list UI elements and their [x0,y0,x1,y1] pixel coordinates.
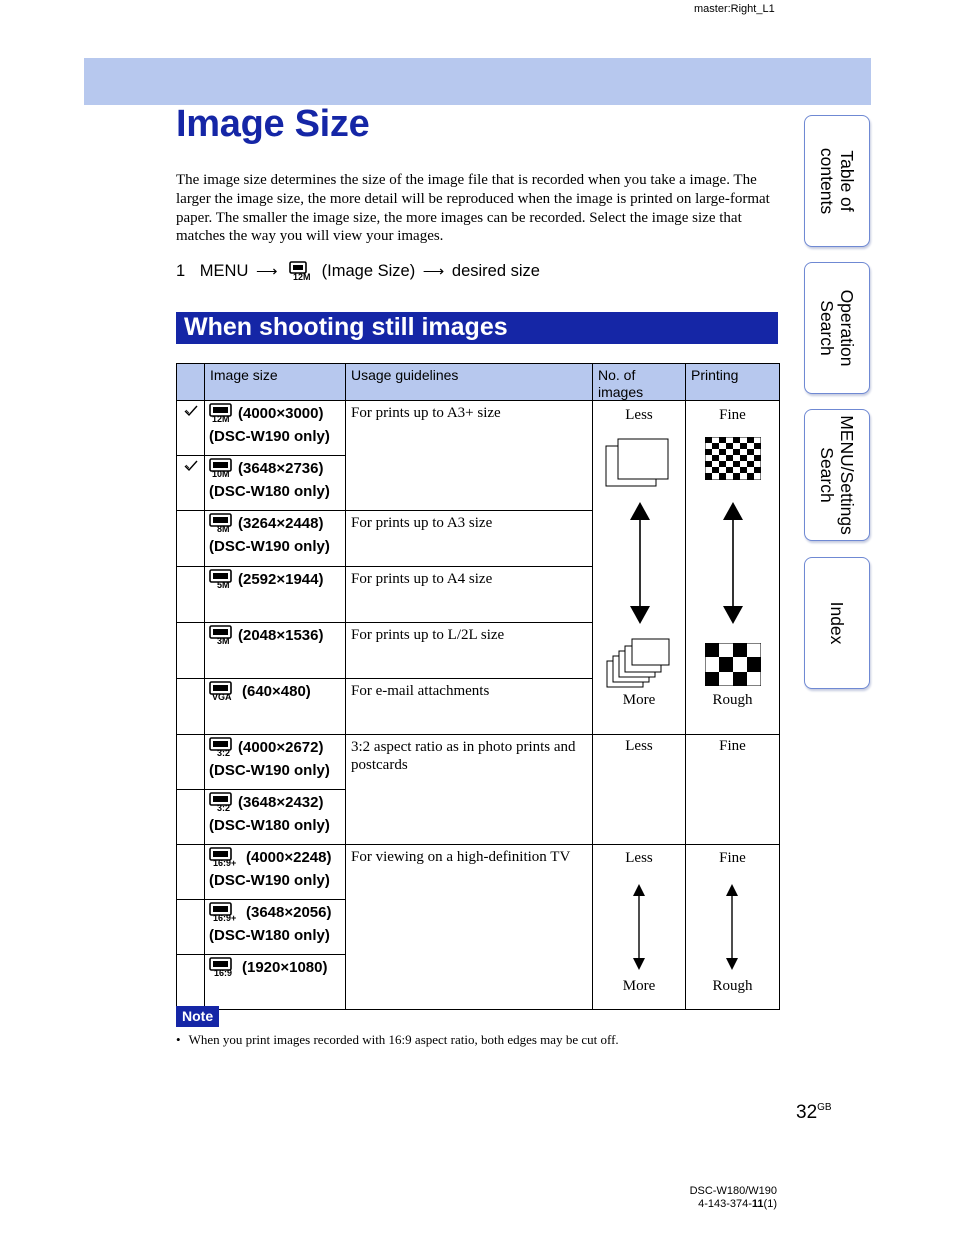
size-value: (3648×2056) [246,904,332,921]
double-arrow-icon [629,501,651,625]
svg-text:3:2: 3:2 [217,803,231,812]
check-cell [177,735,205,790]
svg-text:5M: 5M [217,580,230,589]
scale-fine-label: Fine [719,738,746,754]
check-cell [177,679,205,735]
size-cell [205,679,346,735]
usage-cell: For viewing on a high-definition TV [346,845,593,1010]
image-size-3-2-icon [209,792,235,817]
image-size-12m-icon [289,261,313,286]
image-size-5m-icon [209,569,235,594]
section-title: When shooting still images [184,313,508,341]
image-size-table [176,363,780,1010]
image-size-3-2-icon [209,737,235,762]
double-arrow-icon [632,883,646,971]
scale-more-label: More [622,692,656,708]
check-cell [177,511,205,567]
check-cell [177,623,205,679]
footer-code-c: (1) [763,1198,777,1210]
size-value: (2048×1536) [238,627,324,644]
menu-step [176,261,540,286]
size-cell [205,623,346,679]
header-usage: Usage guidelines [346,364,593,401]
svg-text:8M: 8M [217,524,230,533]
footer-code [690,1198,777,1211]
step-item: (Image Size) [321,262,416,280]
tab-label: Index [827,601,847,645]
size-value: (3648×2432) [238,794,324,811]
scale-fine-label: Fine [719,850,746,866]
scale-rough-label: Rough [712,692,753,708]
image-size-3m-icon [209,625,235,650]
size-cell [205,955,346,1010]
number-images-scale [593,845,686,1010]
size-model: (DSC-W190 only) [209,872,330,889]
size-cell [205,735,346,790]
size-cell [205,401,346,456]
tab-label: MENU/Settings Search [817,415,857,535]
usage-cell: For e-mail attachments [346,679,593,735]
table-row [177,401,780,456]
table-row [177,845,780,900]
scale-less-label: Less [625,738,653,754]
size-value: (4000×2248) [246,849,332,866]
scale-less-label: Less [625,850,653,866]
tab-menu-settings-search[interactable] [804,409,870,541]
image-size-12m-icon [209,403,235,428]
size-value: (3648×2736) [238,460,324,477]
number-images-scale [593,401,686,735]
few-images-icon [604,437,674,489]
tab-index[interactable] [804,557,870,689]
arrow-right-icon: ⟶ [422,263,445,280]
tab-label: Table of contents [817,147,857,215]
header-tag: master:Right_L1 [694,3,775,15]
step-number: 1 [176,262,186,280]
tab-label: Operation Search [817,289,857,367]
tab-table-of-contents[interactable] [804,115,870,247]
intro-paragraph: The image size determines the size of the image file that is recorded when you take a image. The larger the image size, the more detail will be reproduced when the image is printed on large-format paper. The smaller the image size, the more images can be recorded. Select the image size that matches the way you will view your images. [176,172,770,245]
note-bullet: • [176,1032,181,1047]
footer [690,1185,777,1211]
svg-text:16:9+: 16:9+ [213,858,237,867]
image-size-10m-icon [209,458,235,483]
section-header [176,312,778,344]
size-cell [205,511,346,567]
svg-text:12M: 12M [293,272,311,281]
size-model: (DSC-W180 only) [209,817,330,834]
size-value: (1920×1080) [242,959,328,976]
size-model: (DSC-W190 only) [209,762,330,779]
rough-checker-icon [705,643,761,686]
number-images-cell [593,735,686,845]
image-size-16-9-icon [209,957,239,982]
header-printing: Printing [686,364,780,401]
scale-less-label: Less [625,407,653,423]
many-images-icon [605,637,675,689]
check-cell [177,955,205,1010]
fine-checker-icon [705,437,761,480]
svg-text:VGA: VGA [212,692,232,701]
size-model: (DSC-W190 only) [209,538,330,555]
arrow-right-icon: ⟶ [255,263,278,280]
scale-rough-label: Rough [712,978,753,994]
size-cell [205,790,346,845]
tab-operation-search[interactable] [804,262,870,394]
size-model: (DSC-W180 only) [209,927,330,944]
usage-cell: For prints up to A4 size [346,567,593,623]
check-cell [177,567,205,623]
size-cell [205,900,346,955]
scale-fine-label: Fine [719,407,746,423]
table-row [177,735,780,790]
scale-more-label: More [622,978,656,994]
header-image-size: Image size [205,364,346,401]
size-model: (DSC-W190 only) [209,428,330,445]
size-value: (4000×2672) [238,739,324,756]
svg-text:10M: 10M [212,469,230,478]
size-model: (DSC-W180 only) [209,483,330,500]
page-number [796,1102,832,1124]
usage-cell: For prints up to L/2L size [346,623,593,679]
note-text [176,1032,619,1048]
check-cell [177,845,205,900]
footer-code-a: 4-143-374- [698,1198,752,1210]
checkmark-icon [184,460,198,472]
usage-cell: 3:2 aspect ratio as in photo prints and postcards [346,735,593,845]
top-band [84,58,871,105]
checkmark-icon [184,405,198,417]
page-number-value: 32 [796,1102,818,1123]
image-size-16-9-plus-icon [209,847,243,872]
double-arrow-icon [725,883,739,971]
note-label: Note [176,1006,219,1027]
size-value: (640×480) [242,683,311,700]
usage-cell: For prints up to A3+ size [346,401,593,511]
check-cell [177,900,205,955]
check-cell [177,790,205,845]
footer-model: DSC-W180/W190 [689,1185,777,1197]
svg-text:3:2: 3:2 [217,748,231,757]
printing-scale [686,845,780,1010]
size-value: (4000×3000) [238,405,324,422]
image-size-16-9-plus-icon [209,902,243,927]
image-size-8m-icon [209,513,235,538]
svg-text:16:9+: 16:9+ [213,913,237,922]
page-title: Image Size [176,103,370,145]
printing-scale [686,401,780,735]
table-header-row [177,364,780,401]
size-value: (3264×2448) [238,515,324,532]
double-arrow-icon [722,501,744,625]
footer-code-b: 11 [751,1198,764,1210]
image-size-vga-icon [209,681,239,706]
header-check [177,364,205,401]
svg-text:12M: 12M [212,414,230,423]
check-cell [177,401,205,456]
page-number-suffix: GB [817,1102,832,1113]
usage-cell: For prints up to A3 size [346,511,593,567]
step-menu: MENU [199,262,249,280]
check-cell [177,456,205,511]
printing-cell [686,735,780,845]
size-value: (2592×1944) [238,571,324,588]
step-destination: desired size [451,262,540,280]
svg-text:3M: 3M [217,636,230,645]
header-number-images: No. of images [593,364,686,401]
size-cell [205,567,346,623]
svg-text:16:9: 16:9 [214,968,233,977]
note-body: When you print images recorded with 16:9 aspect ratio, both edges may be cut off. [188,1032,619,1047]
size-cell [205,456,346,511]
size-cell [205,845,346,900]
